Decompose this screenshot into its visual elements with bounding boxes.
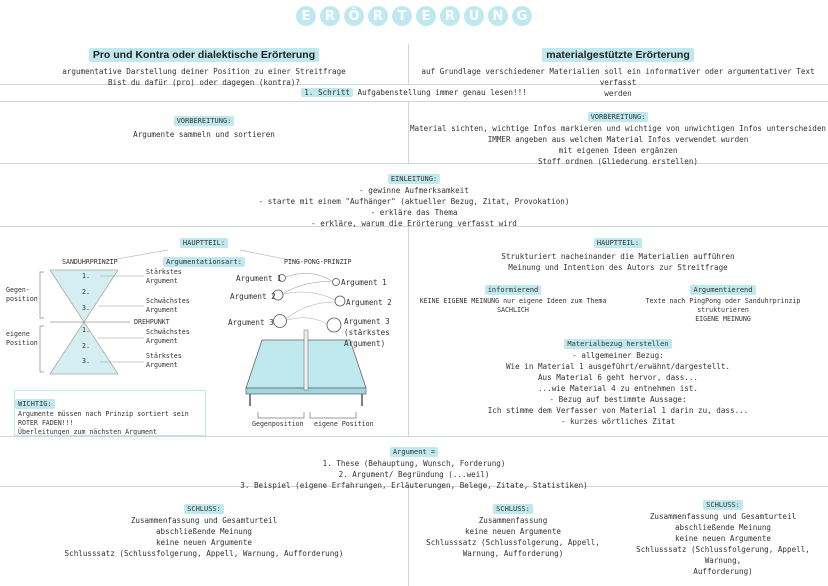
title-letter: T bbox=[392, 6, 412, 26]
argumentierend bbox=[618, 277, 828, 324]
intro-line: - gewinne Aufmerksamkeit bbox=[359, 186, 469, 195]
pp-left-arg: Argument 3 bbox=[228, 318, 274, 327]
materialbezug-line: Aus Material 6 geht hervor, dass... bbox=[537, 373, 698, 382]
argumentationsart-tag: Argumentationsart: bbox=[163, 257, 245, 267]
wichtig-box bbox=[14, 390, 206, 436]
staerkstes-top: Stärkstes Argument bbox=[146, 268, 182, 285]
eigene-position-label: eigene Position bbox=[314, 420, 374, 428]
title-letter: E bbox=[416, 6, 436, 26]
step-one-text: Aufgabenstellung immer genau lesen!!! bbox=[352, 88, 527, 97]
schluss-line: Aufforderung) bbox=[693, 567, 753, 576]
left-header bbox=[0, 43, 408, 88]
schluss-middle bbox=[408, 496, 618, 559]
schluss-line: Zusammenfassung und Gesamturteil bbox=[130, 516, 278, 525]
title-letter: E bbox=[296, 6, 316, 26]
main-left-tag: HAUPTTEIL: bbox=[180, 238, 228, 248]
title-letter: N bbox=[488, 6, 508, 26]
prep-left-tag: VORBEREITUNG: bbox=[174, 116, 235, 126]
schwaechstes-bottom: Schwächstes Argument bbox=[146, 328, 190, 345]
argument-section bbox=[0, 439, 828, 491]
prep-right-line: mit eigenen Ideen ergänzen bbox=[558, 146, 678, 155]
title-letter: G bbox=[512, 6, 532, 26]
materialbezug-line: ...wie Material 4 zu entnehmen ist. bbox=[537, 384, 698, 393]
wichtig-tag: WICHTIG: bbox=[15, 399, 55, 409]
materialbezug-line: Ich stimme dem Verfasser von Material 1 darin zu, dass... bbox=[487, 406, 749, 415]
divider bbox=[0, 101, 828, 102]
right-header-title: materialgestützte Erörterung bbox=[542, 48, 694, 62]
title-letter: R bbox=[320, 6, 340, 26]
left-header-line1: argumentative Darstellung deiner Position zu einer Streitfrage bbox=[62, 67, 346, 76]
divider bbox=[0, 436, 828, 437]
prep-right bbox=[408, 104, 828, 167]
argument-line: 3. Beispiel (eigene Erfahrungen, Erläuterungen, Belege, Zitate, Statistiken) bbox=[240, 481, 588, 490]
wichtig-line: ROTER FADEN!!! bbox=[18, 419, 74, 427]
argument-line: 1. These (Behauptung, Wunsch, Forderung) bbox=[322, 459, 506, 468]
intro-line: - starte mit einem "Aufhänger" (aktueller Bezug, Zitat, Provokation) bbox=[258, 197, 570, 206]
schluss-line: Zusammenfassung bbox=[478, 516, 548, 525]
schluss-tag: SCHLUSS: bbox=[184, 504, 224, 514]
wichtig-line: Argumente müssen nach Prinzip sortiert sein bbox=[18, 410, 189, 418]
gegen-label: Gegen- position bbox=[6, 286, 38, 303]
prep-right-tag: VORBEREITUNG: bbox=[588, 112, 649, 122]
argument-line: 2. Argument/ Begründung (...weil) bbox=[338, 470, 490, 479]
argumentierend-line: Texte nach PingPong oder Sanduhrprinzip bbox=[645, 297, 801, 305]
page-title bbox=[0, 6, 828, 26]
schluss-line: keine neuen Argumente bbox=[674, 534, 771, 543]
schluss-line: keine neuen Argumente bbox=[464, 527, 561, 536]
pp-right-note: (stärkstes Argument) bbox=[344, 328, 390, 348]
pp-left-arg: Argument 2 bbox=[230, 292, 276, 301]
materialbezug-line: Wie in Material 1 ausgeführt/erwähnt/dargestellt. bbox=[505, 362, 731, 371]
materialbezug-tag: Materialbezug herstellen bbox=[564, 339, 671, 349]
title-letter: R bbox=[440, 6, 460, 26]
eigene-label: eigene Position bbox=[6, 330, 38, 347]
step-one-label: 1. Schritt bbox=[301, 88, 353, 97]
introduction bbox=[0, 166, 828, 229]
right-header-line1: auf Grundlage verschiedener Materialien soll ein informativer oder argumentativer Text verfasst bbox=[421, 67, 815, 87]
hourglass-number: 3. bbox=[82, 304, 90, 312]
drehpunkt-label: DREHPUNKT bbox=[134, 318, 170, 326]
schluss-line: Warnung, Aufforderung) bbox=[462, 549, 564, 558]
pp-right-arg: Argument 3 bbox=[344, 317, 390, 326]
schluss-tag: SCHLUSS: bbox=[703, 500, 743, 510]
schluss-line: Schlusssatz (Schlussfolgerung, Appell, bbox=[426, 538, 600, 547]
argument-tag: Argument = bbox=[390, 447, 438, 457]
hourglass-number: 1. bbox=[82, 326, 90, 334]
prep-right-line: Material sichten, wichtige Infos markieren und wichtige von unwichtigen Infos unterscheiden bbox=[409, 124, 827, 133]
informierend-tag: informierend bbox=[485, 285, 542, 295]
schluss-line: Schlusssatz (Schlussfolgerung, Appell, Warnung, Aufforderung) bbox=[64, 549, 344, 558]
pp-left-arg: Argument 1 bbox=[236, 274, 282, 283]
intro-tag: EINLEITUNG: bbox=[388, 174, 440, 184]
title-letter: Ö bbox=[344, 6, 364, 26]
materialbezug-line: - kurzes wörtliches Zitat bbox=[560, 417, 676, 426]
wichtig-line: Überleitungen zum nächsten Argument bbox=[18, 428, 157, 436]
gegenposition-label: Gegenposition bbox=[252, 420, 304, 428]
staerkstes-bottom: Stärkstes Argument bbox=[146, 352, 182, 369]
informierend-line: KEINE EIGENE MEINUNG nur eigene Ideen zum Thema bbox=[419, 297, 607, 305]
intro-line: - erkläre das Thema bbox=[370, 208, 458, 217]
schwaechstes-top: Schwächstes Argument bbox=[146, 297, 190, 314]
title-letter: R bbox=[368, 6, 388, 26]
prep-left-text: Argumente sammeln und sortieren bbox=[133, 130, 275, 139]
intro-line: - erkläre, warum die Erörterung verfasst wird bbox=[311, 219, 517, 228]
sanduhr-label: SANDUHRPRINZIP bbox=[62, 258, 118, 266]
schluss-right bbox=[618, 492, 828, 577]
left-header-title: Pro und Kontra oder dialektische Erörterung bbox=[89, 48, 319, 62]
hourglass-number: 2. bbox=[82, 342, 90, 350]
schluss-line: keine neuen Argumente bbox=[155, 538, 252, 547]
materialbezug-line: - Bezug auf bestimmte Aussage: bbox=[549, 395, 687, 404]
hourglass-number: 2. bbox=[82, 288, 90, 296]
prep-right-line: IMMER angeben aus welchem Material Infos verwendet wurden bbox=[487, 135, 749, 144]
materialbezug-line: - allgemeiner Bezug: bbox=[572, 351, 664, 360]
argumentierend-line: strukturieren bbox=[697, 306, 749, 314]
prep-left bbox=[0, 108, 408, 140]
pingpong-label: PING-PONG-PRINZIP bbox=[284, 258, 352, 266]
hourglass-number: 1. bbox=[82, 272, 90, 280]
schluss-line: Zusammenfassung und Gesamturteil bbox=[649, 512, 797, 521]
main-right bbox=[408, 230, 828, 273]
pp-right-arg: Argument 2 bbox=[346, 298, 392, 307]
schluss-line: abschließende Meinung bbox=[674, 523, 771, 532]
schluss-line: Schlusssatz (Schlussfolgerung, Appell, Warnung, bbox=[636, 545, 810, 565]
step-one bbox=[0, 87, 828, 98]
informierend-line: SACHLICH bbox=[497, 306, 529, 314]
hourglass-number: 3. bbox=[82, 357, 90, 365]
main-right-tag: HAUPTTEIL: bbox=[594, 238, 642, 248]
argumentierend-tag: Argumentierend bbox=[690, 285, 755, 295]
pp-right-arg: Argument 1 bbox=[341, 278, 387, 287]
main-right-line: Strukturiert nacheinander die Materialien aufführen bbox=[501, 252, 735, 261]
schluss-tag: SCHLUSS: bbox=[493, 504, 533, 514]
main-right-line: Meinung und Intention des Autors zur Streitfrage bbox=[508, 263, 728, 272]
informierend bbox=[408, 277, 618, 315]
left-header-line2: Bist du dafür (pro) oder dagegen (kontra)? bbox=[107, 78, 301, 87]
title-letter: U bbox=[464, 6, 484, 26]
right-header-line2: werden bbox=[604, 89, 632, 98]
prep-right-line: Stoff ordnen (Gliederung erstellen) bbox=[537, 157, 698, 166]
schluss-left bbox=[0, 496, 408, 559]
argumentierend-line: EIGENE MEINUNG bbox=[695, 315, 751, 323]
materialbezug bbox=[408, 331, 828, 427]
schluss-line: abschließende Meinung bbox=[155, 527, 252, 536]
